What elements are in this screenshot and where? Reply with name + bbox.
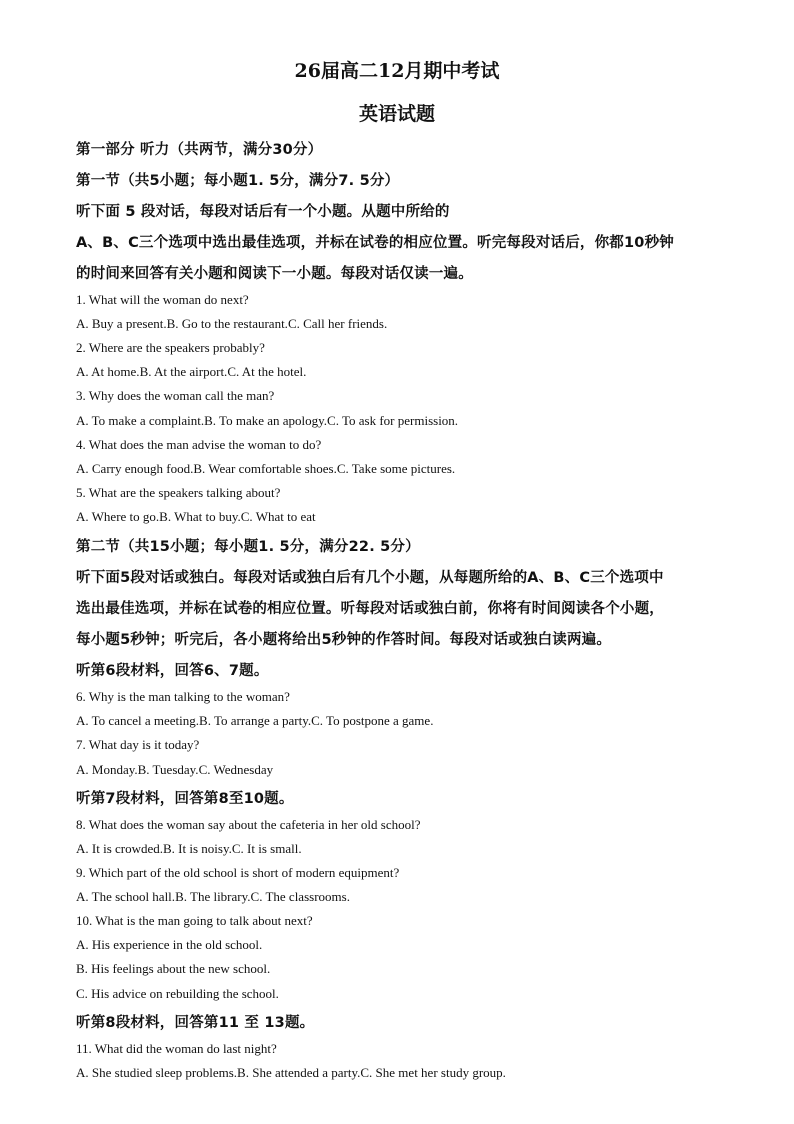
section2-heading: 第二节（共15小题；每小题1. 5分，满分22. 5分）	[76, 539, 420, 555]
options-5	[76, 509, 316, 525]
option-a: A. To make a complaint.	[76, 413, 205, 428]
section1-instruction-line: 听下面 5 段对话，每段对话后有一个小题。从题中所给的	[76, 204, 450, 220]
options-1	[76, 316, 387, 332]
options-4	[76, 461, 455, 477]
question-7: 7. What day is it today?	[76, 737, 200, 752]
option-c: C. She met her study group.	[360, 1065, 506, 1080]
option-a: A. The school hall.	[76, 889, 176, 904]
options-2	[76, 364, 306, 380]
options-9	[76, 889, 350, 905]
option-b: B. What to buy.	[159, 509, 241, 524]
option-a: A. It is crowded.	[76, 841, 164, 856]
option-a: A. Where to go.	[76, 509, 160, 524]
section2-instruction-line: 听下面5段对话或独白。每段对话或独白后有几个小题，从每题所给的A、B、C三个选项中	[76, 570, 664, 586]
option-c: C. Call her friends.	[287, 316, 388, 331]
question-4: 4. What does the man advise the woman to do?	[76, 437, 322, 452]
options-6	[76, 713, 433, 729]
question-10: 10. What is the man going to talk about next?	[76, 913, 313, 928]
section1-instruction-line: A、B、C三个选项中选出最佳选项，并标在试卷的相应位置。听完每段对话后，你都10秒钟	[76, 235, 674, 251]
question-9: 9. Which part of the old school is short of modern equipment?	[76, 865, 400, 880]
material-6-heading: 听第6段材料，回答6、7题。	[76, 663, 269, 679]
question-11: 11. What did the woman do last night?	[76, 1041, 277, 1056]
option-c: C. To postpone a game.	[311, 713, 434, 728]
section2-instruction-line: 选出最佳选项，并标在试卷的相应位置。听每段对话或独白前，你将有时间阅读各个小题，	[76, 601, 664, 617]
option-a: A. Monday.	[76, 762, 138, 777]
options-7	[76, 762, 273, 778]
option-a: A. At home.	[76, 364, 140, 379]
question-5: 5. What are the speakers talking about?	[76, 485, 281, 500]
section1-heading: 第一节（共5小题；每小题1. 5分，满分7. 5分）	[76, 173, 400, 189]
section1-instruction-line: 的时间来回答有关小题和阅读下一小题。每段对话仅读一遍。	[76, 266, 473, 282]
exam-subtitle: 英语试题	[358, 103, 435, 125]
option-c: C. His advice on rebuilding the school.	[76, 986, 279, 1001]
option-c: C. Take some pictures.	[336, 461, 456, 476]
option-c: C. It is small.	[231, 841, 302, 856]
options-8	[76, 841, 302, 857]
question-6: 6. Why is the man talking to the woman?	[76, 689, 290, 704]
section2-instruction-line: 每小题5秒钟；听完后，各小题将给出5秒钟的作答时间。每段对话或独白读两遍。	[76, 632, 612, 648]
exam-title: 26届高二12月期中考试	[294, 60, 500, 82]
option-b: B. She attended a party.	[237, 1065, 361, 1080]
material-8-heading: 听第8段材料，回答第11 至 13题。	[76, 1015, 315, 1031]
options-11	[76, 1065, 506, 1081]
option-a: A. Carry enough food.	[76, 461, 194, 476]
option-b: B. His feelings about the new school.	[76, 961, 271, 976]
option-c: C. Wednesday	[198, 762, 274, 777]
option-c: C. What to eat	[240, 509, 316, 524]
option-a: A. She studied sleep problems.	[76, 1065, 238, 1080]
question-3: 3. Why does the woman call the man?	[76, 388, 275, 403]
option-b: B. To make an apology.	[204, 413, 328, 428]
option-b: B. It is noisy.	[163, 841, 232, 856]
option-a: A. To cancel a meeting.	[76, 713, 200, 728]
option-b: B. To arrange a party.	[199, 713, 312, 728]
options-3	[76, 413, 458, 429]
option-a: A. His experience in the old school.	[76, 937, 263, 952]
part1-heading: 第一部分 听力（共两节，满分30分）	[76, 142, 323, 158]
question-1: 1. What will the woman do next?	[76, 292, 249, 307]
option-b: B. Tuesday.	[137, 762, 199, 777]
option-c: C. The classrooms.	[250, 889, 350, 904]
option-c: C. At the hotel.	[227, 364, 307, 379]
option-b: B. Go to the restaurant.	[166, 316, 288, 331]
option-a: A. Buy a present.	[76, 316, 167, 331]
option-b: B. At the airport.	[139, 364, 228, 379]
option-b: B. The library.	[175, 889, 251, 904]
option-c: C. To ask for permission.	[327, 413, 459, 428]
question-2: 2. Where are the speakers probably?	[76, 340, 265, 355]
option-b: B. Wear comfortable shoes.	[193, 461, 337, 476]
question-8: 8. What does the woman say about the cafeteria in her old school?	[76, 817, 421, 832]
material-7-heading: 听第7段材料，回答第8至10题。	[76, 791, 294, 807]
